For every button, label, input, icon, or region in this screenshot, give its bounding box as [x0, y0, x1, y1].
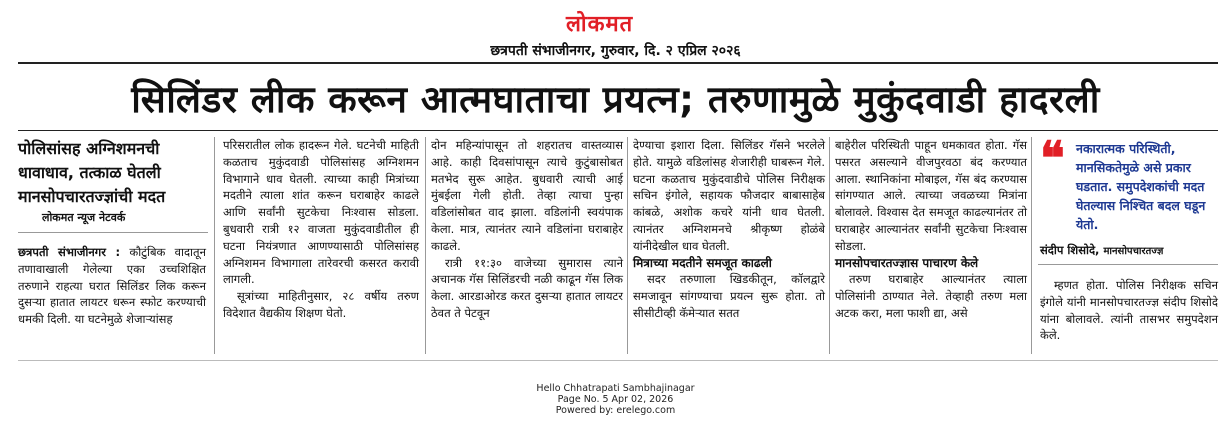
quote-author: संदीप शिसोदे,	[1040, 243, 1100, 257]
footer-page-date: Page No. 5 Apr 02, 2026	[557, 394, 674, 405]
column-3-para-2: रात्री ११:३० वाजेच्या सुमारास त्याने अचानक गॅस सिलिंडरची नळी काढून गॅस लिक केला. आरडाओरड करत दुसऱ्या हातात लायटर ठेवत ते पेटवून	[431, 255, 623, 320]
quote-rule	[1038, 264, 1218, 265]
footer-edition: Hello Chhatrapati Sambhajinagar	[536, 383, 695, 394]
column-5-para-1: बाहेरील परिस्थिती पाहून धमकावत होता. गॅस पसरत असल्याने वीजपुरवठा बंद करण्यात आला. स्थानिकांना मोबाइल, गॅस बंद करण्यास सांगण्यात आले. त्याच्या जवळच्या मित्रांना बोलावले. विश्वास देत समजूत काढल्यानंतर तो घराबाहेर आल्यानंतर सर्वांनी सुटकेचा निःश्वास सोडला.	[835, 138, 1027, 253]
column-6-text: म्हणत होता. पोलिस निरीक्षक सचिन इंगोले यांनी मानसोपचारतज्ज्ञ संदीप शिसोदे यांना बोलावले. त्यांनी तासभर समुपदेशन केले.	[1040, 278, 1218, 343]
pull-quote-attribution	[1040, 243, 1163, 258]
headline-rule	[18, 130, 1218, 131]
column-5	[835, 137, 1027, 322]
column-1	[18, 244, 206, 328]
column-3	[431, 137, 623, 322]
story-dateline: छत्रपती संभाजीनगर :	[18, 245, 121, 259]
byline-rule	[18, 232, 208, 233]
edition-dateline: छत्रपती संभाजीनगर, गुरुवार, दि. २ एप्रिल २०२६	[490, 43, 741, 59]
header-rule	[18, 62, 1218, 64]
column-divider	[829, 137, 830, 354]
article-subhead: पोलिसांसह अग्निशमनची धावाधाव, तत्काळ घेतली मानसोपचारतज्ज्ञांची मदत	[18, 139, 166, 206]
page-footer	[0, 383, 1231, 416]
quote-mark-icon: ❝	[1040, 131, 1065, 185]
column-4-para-1: देण्याचा इशारा दिला. सिलिंडर गॅसने भरलेले होते. यामुळे वडिलांसह शेजारीही घाबरून गेले. घटना कळताच मुकुंदवाडीचे पोलिस निरीक्षक सचिन इंगोले, सहायक फौजदार बाबासाहेब कांबळे, अशोक कचरे यांनी धाव घेतली. त्यानंतर अग्निशमनचे श्रीकृष्ण होळंबे यांनीदेखील धाव घेतली.	[633, 138, 825, 253]
byline: लोकमत न्यूज नेटवर्क	[42, 211, 126, 224]
column-6	[1040, 277, 1218, 344]
column-2	[223, 137, 419, 322]
column-3-para-1: दोन महिन्यांपासून तो शहरातच वास्तव्यास आहे. काही दिवसांपासून त्याचे कुटुंबासोबत मतभेद सुरू आहेत. बुधवारी त्याची आई मुंबईला गेली होती. तेव्हा त्याचा पुन्हा वडिलांसोबत वाद झाला. वडिलांनी स्वयंपाक केला. मात्र, त्यानंतर त्याने वडिलांना घराबाहेर काढले.	[431, 138, 623, 253]
quote-role: मानसोपचारतज्ज्ञ	[1103, 246, 1164, 257]
column-4-para-2: सदर तरुणाला खिडकीतून, कॉलद्वारे समजावून सांगण्याचा प्रयत्न सुरू होता. तो सीसीटीव्ही कॅमेऱ्यात सतत	[633, 272, 825, 320]
column-4	[633, 137, 825, 322]
column-2-para-1: परिसरातील लोक हादरून गेले. घटनेची माहिती कळताच मुकुंदवाडी पोलिसांसह अग्निशमन विभागाने धाव घेतली. त्याच्या काही मित्रांच्या मदतीने त्याला शांत करून घराबाहेर काढले आणि सर्वांनी सुटकेचा निःश्वास सोडला. बुधवारी रात्री १२ वाजता मुकुंदवाडीतील ही घटना नियंत्रणात आणण्यासाठी पोलिसांसह अग्निशमन विभागाला तारेवरची कसरत करावी लागली.	[223, 138, 419, 287]
column-divider	[425, 137, 426, 354]
pull-quote: नकारात्मक परिस्थिती, मानसिकतेमुळे असे प्रकार घडतात. समुपदेशकांची मदत घेतल्यास निश्चित बदल घडून येतो.	[1076, 141, 1206, 232]
article-headline: सिलिंडर लीक करून आत्मघाताचा प्रयत्न; तरुणामुळे मुकुंदवाडी हादरली	[131, 78, 1100, 121]
column-5-para-2: तरुण घराबाहेर आल्यानंतर त्याला पोलिसांनी ठाण्यात नेले. तेव्हाही तरुण मला अटक करा, मला फाशी द्या, असे	[835, 272, 1027, 320]
masthead-logo: लोकमत	[566, 11, 634, 37]
column-1-text: कौटुंबिक वादातून तणावाखाली गेलेल्या एका उच्चशिक्षित तरुणाने राहत्या घरात सिलिंडर लिक करून दुसऱ्या हातात लायटर धरून स्फोट करण्याची धमकी दिली. या घटनेमुळे शेजाऱ्यांसह	[18, 245, 206, 327]
footer-rule	[18, 360, 1218, 361]
column-divider	[1031, 137, 1032, 354]
column-divider	[627, 137, 628, 354]
column-5-subhead: मानसोपचारतज्ज्ञास पाचारण केले	[835, 255, 979, 270]
column-4-subhead: मित्राच्या मदतीने समजूत काढली	[633, 255, 772, 270]
footer-powered-by: Powered by: erelego.com	[555, 405, 676, 416]
column-divider	[214, 137, 215, 354]
column-2-para-2: सूत्रांच्या माहितीनुसार, २८ वर्षीय तरुण विदेशात वैद्यकीय शिक्षण घेतो.	[223, 289, 419, 320]
